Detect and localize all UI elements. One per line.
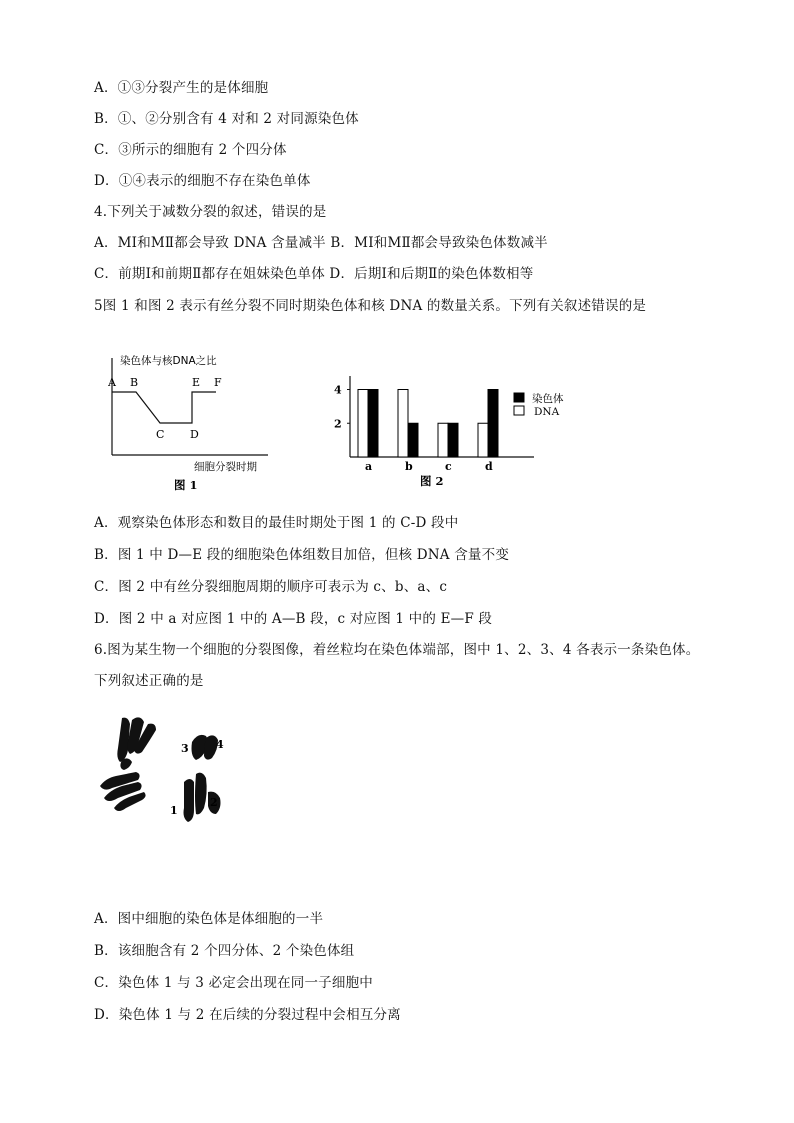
chromosome-drawings — [100, 717, 221, 822]
q3-option-d: D．①④表示的细胞不存在染色单体 — [94, 173, 311, 189]
legend-dna-label: DNA — [534, 406, 560, 418]
figure-1-line-graph — [108, 350, 288, 495]
q6-option-b: B．该细胞含有 2 个四分体、2 个染色体组 — [94, 943, 355, 959]
q5-option-b: B．图 1 中 D—E 段的细胞染色体组数目加倍，但核 DNA 含量不变 — [94, 547, 510, 563]
chromosome-label-3: 3 — [181, 742, 189, 755]
chromosome-label-4: 4 — [216, 738, 224, 751]
fig1-point-a: A — [108, 376, 116, 389]
q4-options-ab: A．MⅠ和MⅡ都会导致 DNA 含量减半 B．MⅠ和MⅡ都会导致染色体数减半 — [94, 235, 548, 251]
fig2-bar-dna — [358, 390, 368, 458]
fig2-category-label: a — [365, 460, 373, 473]
q6-option-d: D．染色体 1 与 2 在后续的分裂过程中会相互分离 — [94, 1007, 401, 1023]
fig2-bar-chromosome — [488, 390, 498, 458]
chromosome-label-1: 1 — [170, 804, 178, 817]
fig2-ytick-label: 4 — [334, 383, 342, 397]
fig2-ytick-label: 2 — [334, 417, 342, 431]
fig2-bar-chromosome — [368, 390, 378, 458]
fig2-bar-chromosome — [448, 423, 458, 457]
q5-stem: 5图 1 和图 2 表示有丝分裂不同时期染色体和核 DNA 的数量关系。下列有关叙述错误的是 — [94, 298, 647, 314]
q6-stem-line1: 6.图为某生物一个细胞的分裂图像，着丝粒均在染色体端部，图中 1、2、3、4 各表示一条染色体。 — [94, 642, 700, 658]
q6-option-c: C．染色体 1 与 3 必定会出现在同一子细胞中 — [94, 975, 373, 991]
fig2-caption: 图 2 — [420, 474, 444, 488]
q4-stem: 4.下列关于减数分裂的叙述，错误的是 — [94, 204, 327, 220]
q4-options-cd: C．前期Ⅰ和前期Ⅱ都存在姐妹染色单体 D．后期Ⅰ和后期Ⅱ的染色体数相等 — [94, 266, 534, 282]
figure-2-bar-chart — [328, 372, 588, 494]
q6-stem-line2: 下列叙述正确的是 — [94, 673, 204, 689]
fig1-point-c: C — [156, 428, 165, 441]
fig2-bar-dna — [438, 423, 448, 457]
fig1-caption: 图 1 — [174, 478, 198, 492]
fig2-category-label: b — [405, 460, 413, 473]
q3-option-a: A．①③分裂产生的是体细胞 — [94, 80, 269, 96]
q5-option-c: C．图 2 中有丝分裂细胞周期的顺序可表示为 c、b、a、c — [94, 579, 448, 595]
chromosome-figure — [92, 710, 242, 830]
q5-option-a: A．观察染色体形态和数目的最佳时期处于图 1 的 C-D 段中 — [94, 515, 459, 531]
fig2-category-label: c — [445, 460, 452, 473]
legend-chromosome-swatch — [514, 393, 524, 402]
chromosome-label-2: 2 — [210, 796, 218, 809]
fig2-category-label: d — [485, 460, 493, 473]
fig1-ratio-curve — [112, 392, 216, 423]
q3-option-b: B．①、②分别含有 4 对和 2 对同源染色体 — [94, 111, 359, 127]
fig1-point-f: F — [214, 376, 222, 389]
fig1-xlabel: 细胞分裂时期 — [194, 461, 257, 473]
fig2-bar-dna — [398, 390, 408, 458]
fig1-point-b: B — [130, 376, 139, 389]
fig2-bar-dna — [478, 423, 488, 457]
q3-option-c: C．③所示的细胞有 2 个四分体 — [94, 142, 287, 158]
legend-dna-swatch — [514, 406, 524, 415]
q6-option-a: A．图中细胞的染色体是体细胞的一半 — [94, 911, 324, 927]
fig1-point-e: E — [192, 376, 201, 389]
fig2-bar-chromosome — [408, 423, 418, 457]
fig1-point-d: D — [190, 428, 199, 441]
legend-chromosome-label: 染色体 — [532, 393, 564, 405]
q5-option-d: D．图 2 中 a 对应图 1 中的 A—B 段，c 对应图 1 中的 E—F 段 — [94, 611, 493, 627]
fig1-ylabel: 染色体与核DNA之比 — [120, 355, 217, 367]
